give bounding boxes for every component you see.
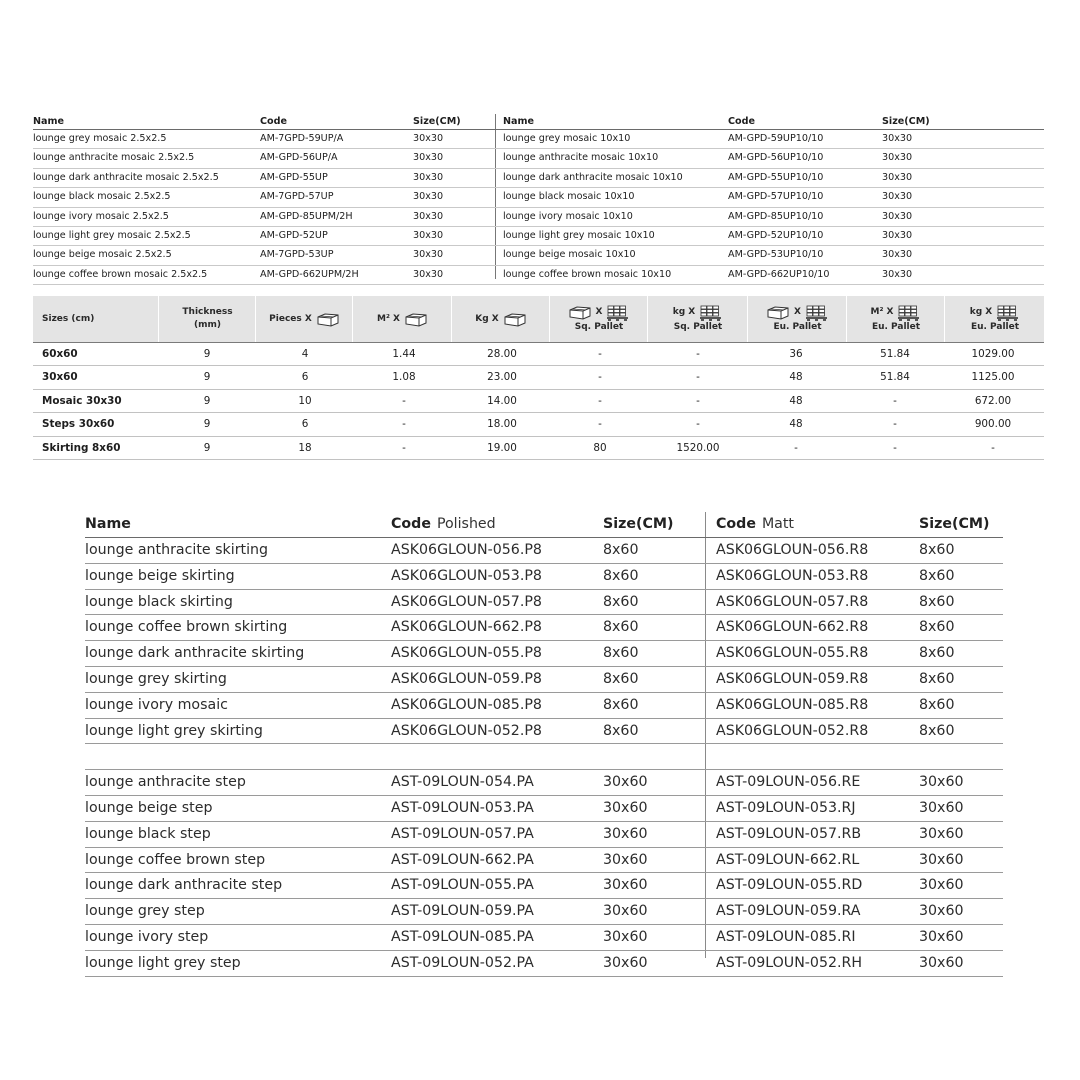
header-size: Size(CM) xyxy=(919,516,990,532)
cell-code: AM-7GPD-53UP xyxy=(260,249,334,261)
cell-size: 30x30 xyxy=(413,191,444,203)
cell-eu-pallet-boxes: - xyxy=(794,441,798,454)
cell-code-polished: AST-09LOUN-052.PA xyxy=(391,954,534,971)
cell-eu-pallet-kg: 900.00 xyxy=(974,418,1012,431)
cell-kg: 28.00 xyxy=(487,348,517,360)
table-row xyxy=(85,951,1003,977)
cell-size: 30x30 xyxy=(882,152,913,164)
table-row xyxy=(85,719,1003,745)
cell-code-matt: ASK06GLOUN-056.R8 xyxy=(716,542,869,558)
cell-eu-pallet-boxes: 48 xyxy=(789,394,803,407)
cell-m2: 1.08 xyxy=(392,371,416,384)
cell-code-polished: AST-09LOUN-055.PA xyxy=(391,877,534,894)
cell-name: lounge light grey mosaic 2.5x2.5 xyxy=(33,229,191,241)
header-thickness xyxy=(158,296,256,342)
cell-name: lounge coffee brown mosaic 2.5x2.5 xyxy=(33,268,208,280)
header-size: Size(CM) xyxy=(413,116,461,127)
header-kg xyxy=(451,296,550,342)
cell-size: 30x60 xyxy=(919,877,964,894)
cell-thickness: 9 xyxy=(203,348,211,360)
cell-code-matt: AST-09LOUN-052.RH xyxy=(716,954,863,971)
header-label: Sq. Pallet xyxy=(574,321,624,332)
cell-size: 8x60 xyxy=(603,722,639,739)
header-label: X xyxy=(794,307,801,317)
cell-code: AM-GPD-55UP10/10 xyxy=(728,171,824,183)
cell-size: 30x60 xyxy=(919,928,964,945)
cell-eu-pallet-kg: 1125.00 xyxy=(971,371,1015,384)
cell-code-polished: AST-09LOUN-059.PA xyxy=(391,903,534,920)
cell-size: Mosaic 30x30 xyxy=(42,394,122,407)
cell-name: lounge anthracite skirting xyxy=(85,542,269,558)
cell-code-polished: AST-09LOUN-662.PA xyxy=(391,851,534,868)
table-row xyxy=(33,208,1044,227)
header-label: Eu. Pallet xyxy=(773,321,822,332)
cell-name: lounge ivory mosaic xyxy=(85,696,228,713)
cell-sq-pallet-boxes: - xyxy=(598,394,602,407)
table-row xyxy=(33,130,1044,149)
header-code-matt xyxy=(716,516,794,532)
cell-sq-pallet-kg: - xyxy=(696,394,700,407)
header-size: Size(CM) xyxy=(603,516,674,532)
header-label: Eu. Pallet xyxy=(970,321,1020,332)
cell-code-polished: ASK06GLOUN-056.P8 xyxy=(391,542,542,558)
cell-size: 30x60 xyxy=(919,954,964,971)
cell-eu-pallet-kg: 672.00 xyxy=(974,394,1012,407)
cell-eu-pallet-boxes: 48 xyxy=(789,418,803,431)
header-eu-pallet-kg xyxy=(944,296,1045,342)
header-label: Sq. Pallet xyxy=(673,321,723,332)
cell-code-matt: AST-09LOUN-055.RD xyxy=(716,877,863,894)
table-body xyxy=(33,343,1044,460)
cell-code-matt: ASK06GLOUN-052.R8 xyxy=(716,722,869,739)
cell-code: AM-GPD-662UP10/10 xyxy=(728,268,830,280)
pallet-icon xyxy=(606,305,630,321)
box-icon xyxy=(404,312,428,327)
header-label: kg X xyxy=(672,307,696,317)
cell-eu-pallet-m2: 51.84 xyxy=(880,348,910,360)
table-row xyxy=(85,770,1003,796)
packaging-table xyxy=(33,296,1044,460)
cell-code: AM-GPD-59UP10/10 xyxy=(728,133,824,144)
cell-size: 30x60 xyxy=(42,371,78,384)
table-row xyxy=(85,590,1003,616)
cell-name: lounge beige mosaic 10x10 xyxy=(503,249,636,261)
cell-size: 8x60 xyxy=(603,696,639,713)
cell-name: lounge black skirting xyxy=(85,593,233,610)
cell-size: 30x60 xyxy=(603,928,648,945)
cell-code: AM-GPD-52UP10/10 xyxy=(728,229,824,241)
table-header xyxy=(33,296,1044,343)
header-label: Kg X xyxy=(475,313,499,324)
cell-size: 8x60 xyxy=(919,645,955,662)
cell-code: AM-GPD-662UPM/2H xyxy=(260,268,359,280)
cell-m2: - xyxy=(402,441,406,454)
cell-size: 30x60 xyxy=(603,799,648,816)
cell-size: 30x60 xyxy=(919,825,964,842)
cell-thickness: 9 xyxy=(203,371,211,384)
cell-sq-pallet-boxes: - xyxy=(598,348,602,360)
cell-size: 30x60 xyxy=(603,903,648,920)
cell-size: 30x60 xyxy=(603,851,648,868)
cell-name: lounge grey mosaic 10x10 xyxy=(503,133,631,144)
table-row xyxy=(33,266,1044,285)
header-label: (mm) xyxy=(194,320,221,330)
header-code-polished xyxy=(391,516,496,532)
cell-pieces: 6 xyxy=(301,418,309,431)
cell-code: AM-GPD-57UP10/10 xyxy=(728,191,824,203)
header-name: Name xyxy=(33,116,65,127)
cell-size: 8x60 xyxy=(603,542,639,558)
header-pieces xyxy=(255,296,353,342)
header-sq-pallet-kg xyxy=(647,296,748,342)
cell-pieces: 4 xyxy=(301,348,309,360)
cell-size: 8x60 xyxy=(919,619,955,636)
cell-size: 8x60 xyxy=(919,593,955,610)
finish-label: Polished xyxy=(436,516,496,532)
header-size: Size(CM) xyxy=(882,116,930,127)
cell-code-polished: ASK06GLOUN-059.P8 xyxy=(391,670,542,687)
cell-name: lounge grey step xyxy=(85,903,205,920)
cell-code-matt: ASK06GLOUN-662.R8 xyxy=(716,619,869,636)
cell-code-matt: ASK06GLOUN-059.R8 xyxy=(716,670,869,687)
cell-size: 30x30 xyxy=(882,191,913,203)
header-label: M² X xyxy=(870,307,894,317)
cell-thickness: 9 xyxy=(203,441,211,454)
cell-sq-pallet-kg: - xyxy=(696,418,700,431)
cell-size: Skirting 8x60 xyxy=(42,441,121,454)
table-row xyxy=(33,188,1044,207)
box-icon xyxy=(568,305,592,320)
cell-name: lounge ivory mosaic 10x10 xyxy=(503,210,633,222)
cell-name: lounge dark anthracite mosaic 2.5x2.5 xyxy=(33,171,219,183)
table-row xyxy=(33,169,1044,188)
cell-size: 30x30 xyxy=(413,229,444,241)
cell-code: AM-GPD-53UP10/10 xyxy=(728,249,824,261)
cell-name: lounge anthracite mosaic 2.5x2.5 xyxy=(33,152,195,164)
header-sq-pallet-boxes xyxy=(549,296,648,342)
cell-code-matt: ASK06GLOUN-085.R8 xyxy=(716,696,869,713)
cell-code: AM-GPD-85UP10/10 xyxy=(728,210,824,222)
cell-size: 30x60 xyxy=(919,799,964,816)
table-row xyxy=(85,693,1003,719)
cell-size: 30x60 xyxy=(919,851,964,868)
cell-name: lounge ivory step xyxy=(85,928,209,945)
table-row xyxy=(33,149,1044,168)
cell-code: AM-GPD-85UPM/2H xyxy=(260,210,353,222)
box-icon xyxy=(766,305,790,320)
table-row xyxy=(33,227,1044,246)
cell-name: lounge ivory mosaic 2.5x2.5 xyxy=(33,210,169,222)
table-header xyxy=(85,512,1003,538)
header-m2 xyxy=(352,296,452,342)
table-row xyxy=(85,615,1003,641)
cell-size: 30x30 xyxy=(882,171,913,183)
table-body xyxy=(33,130,1044,285)
cell-code: AM-7GPD-59UP/A xyxy=(260,133,344,144)
table-row xyxy=(33,437,1044,460)
header-label: Thickness xyxy=(182,307,233,317)
cell-code-matt: ASK06GLOUN-055.R8 xyxy=(716,645,869,662)
cell-name: lounge coffee brown step xyxy=(85,851,266,868)
cell-sq-pallet-boxes: - xyxy=(598,371,602,384)
cell-pieces: 18 xyxy=(298,441,312,454)
cell-name: lounge grey mosaic 2.5x2.5 xyxy=(33,133,167,144)
cell-size: 30x30 xyxy=(882,229,913,241)
header-label: kg X xyxy=(969,307,993,317)
cell-eu-pallet-kg: 1029.00 xyxy=(971,348,1015,360)
cell-code-polished: AST-09LOUN-057.PA xyxy=(391,825,534,842)
header-name: Name xyxy=(503,116,535,127)
table-row xyxy=(33,390,1044,413)
cell-thickness: 9 xyxy=(203,394,211,407)
cell-code-matt: AST-09LOUN-059.RA xyxy=(716,903,861,920)
table-body xyxy=(85,538,1003,977)
table-row xyxy=(33,343,1044,366)
cell-code-polished: ASK06GLOUN-662.P8 xyxy=(391,619,542,636)
cell-code-polished: ASK06GLOUN-052.P8 xyxy=(391,722,542,739)
header-label: Code xyxy=(716,516,756,532)
cell-code-polished: ASK06GLOUN-053.P8 xyxy=(391,567,542,584)
cell-code-matt: AST-09LOUN-053.RJ xyxy=(716,799,856,816)
cell-sq-pallet-kg: 1520.00 xyxy=(676,441,720,454)
cell-code-matt: AST-09LOUN-662.RL xyxy=(716,851,860,868)
cell-name: lounge coffee brown mosaic 10x10 xyxy=(503,268,672,280)
cell-size: 8x60 xyxy=(603,593,639,610)
cell-name: lounge grey skirting xyxy=(85,670,227,687)
box-icon xyxy=(503,312,527,327)
spacer-row xyxy=(85,744,1003,770)
cell-name: lounge light grey step xyxy=(85,954,241,971)
cell-name: lounge anthracite step xyxy=(85,774,246,791)
header-code: Code xyxy=(260,116,288,127)
table-row xyxy=(33,413,1044,436)
cell-code-matt: ASK06GLOUN-057.R8 xyxy=(716,593,869,610)
cell-name: lounge dark anthracite skirting xyxy=(85,645,305,662)
cell-code-polished: ASK06GLOUN-055.P8 xyxy=(391,645,542,662)
table-row xyxy=(85,796,1003,822)
table-row xyxy=(85,641,1003,667)
cell-size: 30x30 xyxy=(413,249,444,261)
cell-m2: 1.44 xyxy=(392,348,416,360)
table-row xyxy=(33,366,1044,389)
cell-size: 30x30 xyxy=(882,249,913,261)
cell-name: lounge black mosaic 10x10 xyxy=(503,191,635,203)
cell-size: 30x60 xyxy=(603,877,648,894)
table-header xyxy=(33,114,1044,130)
cell-code: AM-GPD-56UP10/10 xyxy=(728,152,824,164)
pallet-icon xyxy=(996,305,1020,321)
cell-sq-pallet-kg: - xyxy=(696,348,700,360)
cell-size: 30x30 xyxy=(882,268,913,280)
cell-name: lounge anthracite mosaic 10x10 xyxy=(503,152,659,164)
cell-eu-pallet-m2: 51.84 xyxy=(880,371,910,384)
cell-size: 8x60 xyxy=(919,722,955,739)
cell-size: 30x60 xyxy=(603,825,648,842)
cell-size: 30x60 xyxy=(603,954,648,971)
cell-eu-pallet-m2: - xyxy=(893,418,897,431)
cell-name: lounge beige mosaic 2.5x2.5 xyxy=(33,249,172,261)
cell-code-matt: AST-09LOUN-056.RE xyxy=(716,774,861,791)
table-row xyxy=(85,873,1003,899)
cell-eu-pallet-boxes: 36 xyxy=(789,348,803,360)
cell-size: 30x30 xyxy=(413,152,444,164)
finish-label: Matt xyxy=(761,516,794,532)
table-row xyxy=(85,564,1003,590)
cell-size: 30x30 xyxy=(413,171,444,183)
cell-size: 8x60 xyxy=(919,670,955,687)
pallet-icon xyxy=(897,305,921,321)
cell-code: AM-GPD-56UP/A xyxy=(260,152,338,164)
cell-name: lounge beige step xyxy=(85,799,213,816)
cell-name: lounge beige skirting xyxy=(85,567,235,584)
cell-code: AM-7GPD-57UP xyxy=(260,191,334,203)
cell-code-matt: ASK06GLOUN-053.R8 xyxy=(716,567,869,584)
cell-size: 8x60 xyxy=(919,696,955,713)
header-label: Code xyxy=(391,516,431,532)
cell-size: 8x60 xyxy=(603,619,639,636)
cell-size: 30x60 xyxy=(919,774,964,791)
table-row xyxy=(85,538,1003,564)
cell-code-matt: AST-09LOUN-085.RI xyxy=(716,928,856,945)
cell-thickness: 9 xyxy=(203,418,211,431)
table-row xyxy=(85,822,1003,848)
cell-eu-pallet-m2: - xyxy=(893,394,897,407)
cell-code-polished: AST-09LOUN-054.PA xyxy=(391,774,534,791)
cell-size: 8x60 xyxy=(603,670,639,687)
header-eu-pallet-boxes xyxy=(747,296,847,342)
cell-name: lounge light grey mosaic 10x10 xyxy=(503,229,655,241)
box-icon xyxy=(316,312,340,327)
cell-code-polished: AST-09LOUN-053.PA xyxy=(391,799,534,816)
cell-name: lounge light grey skirting xyxy=(85,722,263,739)
cell-sq-pallet-kg: - xyxy=(696,371,700,384)
header-label: Pieces X xyxy=(269,313,312,324)
cell-sq-pallet-boxes: 80 xyxy=(593,441,607,454)
cell-size: 8x60 xyxy=(919,567,955,584)
header-label: M² X xyxy=(377,313,400,324)
cell-pieces: 10 xyxy=(298,394,312,407)
cell-size: 30x30 xyxy=(413,210,444,222)
cell-eu-pallet-boxes: 48 xyxy=(789,371,803,384)
table-row xyxy=(85,848,1003,874)
header-label: Sizes (cm) xyxy=(42,313,95,324)
cell-name: lounge dark anthracite step xyxy=(85,877,283,894)
cell-size: 30x30 xyxy=(882,210,913,222)
cell-size: 30x60 xyxy=(603,774,648,791)
cell-m2: - xyxy=(402,394,406,407)
table-row xyxy=(85,899,1003,925)
cell-code-polished: ASK06GLOUN-085.P8 xyxy=(391,696,542,713)
cell-size: 60x60 xyxy=(42,348,78,360)
cell-size: 30x30 xyxy=(413,133,444,144)
cell-name: lounge dark anthracite mosaic 10x10 xyxy=(503,171,683,183)
cell-code-polished: ASK06GLOUN-057.P8 xyxy=(391,593,542,610)
pallet-icon xyxy=(699,305,723,321)
cell-code-matt: AST-09LOUN-057.RB xyxy=(716,825,862,842)
header-label: X xyxy=(595,307,603,317)
cell-kg: 19.00 xyxy=(487,441,517,454)
cell-eu-pallet-kg: - xyxy=(991,441,995,454)
header-code: Code xyxy=(728,116,756,127)
table-row xyxy=(33,246,1044,265)
cell-m2: - xyxy=(402,418,406,431)
cell-size: Steps 30x60 xyxy=(42,418,115,431)
header-sizes xyxy=(33,296,167,342)
cell-size: 8x60 xyxy=(603,645,639,662)
cell-name: lounge black step xyxy=(85,825,211,842)
cell-size: 30x30 xyxy=(413,268,444,280)
header-eu-pallet-m2 xyxy=(846,296,945,342)
cell-code-polished: AST-09LOUN-085.PA xyxy=(391,928,534,945)
cell-size: 30x60 xyxy=(919,903,964,920)
cell-pieces: 6 xyxy=(301,371,309,384)
cell-size: 30x30 xyxy=(882,133,913,144)
cell-kg: 14.00 xyxy=(487,394,517,407)
mosaic-table xyxy=(33,114,1044,285)
table-row xyxy=(85,925,1003,951)
cell-code: AM-GPD-52UP xyxy=(260,229,328,241)
cell-size: 8x60 xyxy=(603,567,639,584)
skirting-steps-table xyxy=(85,512,1003,977)
header-label: Eu. Pallet xyxy=(871,321,921,332)
cell-eu-pallet-m2: - xyxy=(893,441,897,454)
cell-name: lounge black mosaic 2.5x2.5 xyxy=(33,191,171,203)
cell-kg: 18.00 xyxy=(487,418,517,431)
cell-name: lounge coffee brown skirting xyxy=(85,619,288,636)
cell-kg: 23.00 xyxy=(487,371,517,384)
header-name: Name xyxy=(85,516,131,532)
cell-code: AM-GPD-55UP xyxy=(260,171,328,183)
pallet-icon xyxy=(805,305,829,321)
cell-sq-pallet-boxes: - xyxy=(598,418,602,431)
table-row xyxy=(85,667,1003,693)
cell-size: 8x60 xyxy=(919,542,955,558)
